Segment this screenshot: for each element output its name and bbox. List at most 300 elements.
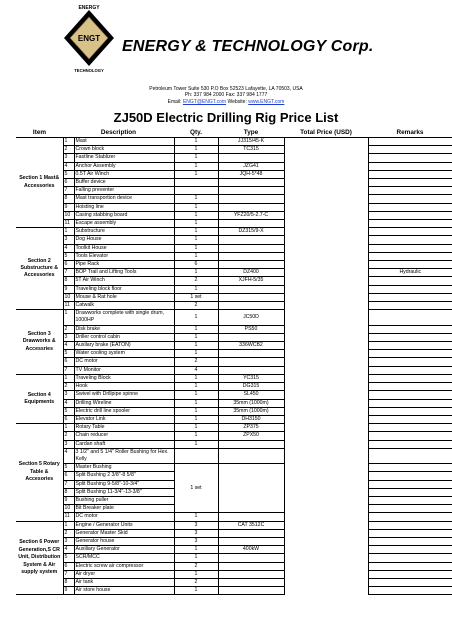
table-row [16,578,452,586]
item-description: Drawworks complete with single drum, 1000HP [74,310,174,325]
table-row [16,244,452,252]
email-label: Email: [167,99,182,105]
item-type: JJ315/45-K [218,138,284,146]
item-type [218,562,284,570]
item-qty: 1 [174,424,218,432]
item-description: Anchor Assembly [74,162,174,170]
table-row [16,342,452,350]
item-total-price [284,464,368,472]
item-remarks [368,228,452,236]
item-number: 7 [63,570,74,578]
item-total-price [284,570,368,578]
item-remarks [368,424,452,432]
item-type: XJFH-5/35 [218,277,284,285]
item-description: Disk brake [74,325,174,333]
item-remarks [368,432,452,440]
item-qty: 1 [174,546,218,554]
item-type: DH3150 [218,415,284,423]
item-remarks [368,179,452,187]
item-total-price [284,342,368,350]
section-label: Section 1 Mast& Accessories [16,138,63,228]
table-row [16,162,452,170]
item-number: 5 [63,350,74,358]
item-number: 3 [63,236,74,244]
item-total-price [284,170,368,178]
item-description: SCR/MCC [74,554,174,562]
item-type: PS50 [218,325,284,333]
item-description: Master Bushing [74,464,174,472]
item-qty: 1 set [174,293,218,301]
item-remarks [368,154,452,162]
item-total-price [284,187,368,195]
item-type [218,440,284,448]
item-number: 4 [63,546,74,554]
item-qty: 2 [174,277,218,285]
item-qty: 3 [174,529,218,537]
item-description: Bit Breaker plate [74,505,174,513]
item-type: JQH-5*48 [218,170,284,178]
item-description: Auxilary brake (EATON) [74,342,174,350]
item-number: 4 [63,448,74,463]
item-remarks [368,407,452,415]
item-type: ZPX50 [218,432,284,440]
item-qty: 1 [174,342,218,350]
table-row [16,302,452,310]
table-row [16,203,452,211]
item-total-price [284,220,368,228]
item-description: Split Bushing 11-3/4"-13-3/8" [74,488,174,496]
company-logo [58,4,120,72]
table-row [16,277,452,285]
item-remarks [368,195,452,203]
item-qty: 1 [174,310,218,325]
item-description: Water cooling system [74,350,174,358]
item-number: 1 [63,374,74,382]
item-total-price [284,203,368,211]
item-number: 1 [63,424,74,432]
item-type: SL450 [218,391,284,399]
item-type [218,244,284,252]
item-total-price [284,261,368,269]
item-total-price [284,448,368,463]
item-total-price [284,505,368,513]
item-description: Electric drill line spooler [74,407,174,415]
table-row [16,407,452,415]
item-total-price [284,587,368,595]
item-description: Dog House [74,236,174,244]
item-type [218,464,284,513]
table-row [16,440,452,448]
item-qty: 1 [174,415,218,423]
item-type [218,350,284,358]
item-type [218,187,284,195]
item-total-price [284,521,368,529]
logo-letters: ENGT [77,34,101,43]
item-description: Falling preventer [74,187,174,195]
item-qty: 1 [174,407,218,415]
item-qty: 1 [174,162,218,170]
item-qty: 1 [174,587,218,595]
table-row [16,562,452,570]
item-number: 8 [63,195,74,203]
table-row [16,350,452,358]
item-description: Engine / Generator Units [74,521,174,529]
item-type: TC315 [218,146,284,154]
item-number: 2 [63,325,74,333]
item-number: 7 [63,366,74,374]
item-total-price [284,179,368,187]
item-type: YC315 [218,374,284,382]
section-label: Section 6 Power Generation,S CR Unit, Distribution System & Air supply system [16,521,63,595]
item-total-price [284,578,368,586]
item-total-price [284,407,368,415]
section-label: Section 3 Drawworks & Accessries [16,310,63,375]
item-total-price [284,333,368,341]
col-type: Type [218,128,284,138]
item-type: DZ315/9-X [218,228,284,236]
item-remarks [368,244,452,252]
item-number: 6 [63,562,74,570]
table-row [16,285,452,293]
item-qty: 1 [174,391,218,399]
item-qty: 1 [174,252,218,260]
item-remarks [368,261,452,269]
item-remarks [368,391,452,399]
table-row [16,366,452,374]
item-type: DG315 [218,383,284,391]
item-qty: 1 [174,513,218,521]
item-total-price [284,244,368,252]
item-remarks: Hydraulic [368,269,452,277]
item-number: 9 [63,496,74,504]
item-total-price [284,162,368,170]
item-qty: 1 [174,211,218,219]
item-qty: 1 [174,154,218,162]
item-total-price [284,496,368,504]
table-row [16,587,452,595]
item-type [218,293,284,301]
item-total-price [284,252,368,260]
item-number: 6 [63,179,74,187]
item-number: 6 [63,358,74,366]
col-qty: Qty. [174,128,218,138]
item-number: 3 [63,391,74,399]
item-total-price [284,325,368,333]
item-qty: 1 [174,285,218,293]
table-row [16,333,452,341]
item-qty: 3 [174,521,218,529]
item-description: Mast transportion device [74,195,174,203]
item-qty: 1 set [174,464,218,513]
item-type [218,554,284,562]
item-type [218,570,284,578]
item-type [218,236,284,244]
item-number: 8 [63,578,74,586]
item-remarks [368,293,452,301]
item-description: Tools Elevator [74,252,174,260]
table-row [16,415,452,423]
item-description: Chain reducer [74,432,174,440]
company-address: Petroleum Tower Suite 530 P.O Box 52523 Lafayette, LA 70503, USA [149,86,303,92]
item-qty: 1 [174,350,218,358]
item-total-price [284,383,368,391]
website-label: Website: [227,99,247,105]
item-type [218,154,284,162]
table-row [16,269,452,277]
item-qty: 1 [174,195,218,203]
item-total-price [284,228,368,236]
table-row [16,236,452,244]
item-number: 9 [63,587,74,595]
item-qty: 1 [174,203,218,211]
item-qty: 1 [174,269,218,277]
col-item: Item [16,128,63,138]
item-type: CAT 3512C [218,521,284,529]
item-type: 35mm (1000m) [218,399,284,407]
item-number: 5 [63,554,74,562]
item-type [218,302,284,310]
item-description: Toolkit House [74,244,174,252]
logo-text-bottom: TECHNOLOGY [74,68,104,72]
item-number: 4 [63,399,74,407]
item-qty [174,448,218,463]
item-total-price [284,424,368,432]
item-qty: 1 [174,220,218,228]
item-remarks [368,342,452,350]
col-total-price: Total Price (USD) [284,128,368,138]
item-description: Elevator Link [74,415,174,423]
table-row [16,432,452,440]
item-type [218,448,284,463]
item-description: Swivel with Drillpipe spinne [74,391,174,399]
item-remarks [368,170,452,178]
item-remarks [368,480,452,488]
item-description: Crown block [74,146,174,154]
item-total-price [284,399,368,407]
table-row [16,179,452,187]
item-remarks [368,472,452,480]
page-title: ZJ50D Electric Drilling Rig Price List [113,110,339,125]
item-remarks [368,570,452,578]
item-qty: 3 [174,537,218,545]
item-qty: 1 [174,554,218,562]
item-qty: 1 [174,432,218,440]
item-qty: 1 [174,570,218,578]
table-row [16,546,452,554]
item-description: Mast [74,138,174,146]
item-type [218,366,284,374]
item-type [218,252,284,260]
table-row [16,391,452,399]
item-description: Buffer device [74,179,174,187]
item-qty: 1 [174,440,218,448]
item-remarks [368,464,452,472]
item-description: DC motor [74,513,174,521]
table-row [16,310,452,325]
item-total-price [284,358,368,366]
table-row [16,399,452,407]
item-qty: 2 [174,358,218,366]
item-total-price [284,432,368,440]
item-description: Generator house [74,537,174,545]
item-number: 6 [63,472,74,480]
item-description: Catwalk [74,302,174,310]
item-qty: 2 [174,302,218,310]
item-remarks [368,537,452,545]
item-total-price [284,440,368,448]
item-description: Split Bushing 9-5/8"-10-3/4" [74,480,174,488]
item-description: Mouse & Rat hole [74,293,174,301]
company-contact [0,99,452,105]
item-qty: 1 [174,236,218,244]
item-number: 10 [63,211,74,219]
item-type [218,358,284,366]
table-row [16,228,452,236]
item-type [218,203,284,211]
table-row [16,138,452,146]
item-total-price [284,415,368,423]
table-row [16,570,452,578]
item-remarks [368,277,452,285]
logo-text-top: ENERGY [78,5,100,11]
item-qty: 1 [174,228,218,236]
table-row [16,464,452,472]
item-description: 5T Air Winch [74,277,174,285]
table-row [16,195,452,203]
item-number: 9 [63,285,74,293]
item-description: Generator Master Skid [74,529,174,537]
item-type: DZ400 [218,269,284,277]
item-remarks [368,187,452,195]
item-description: Fastline Stablizer [74,154,174,162]
item-type [218,220,284,228]
table-row [16,146,452,154]
item-type: JZG41 [218,162,284,170]
item-number: 10 [63,293,74,301]
item-remarks [368,399,452,407]
table-row [16,383,452,391]
item-description: Traveling block floor [74,285,174,293]
item-qty: 1 [174,170,218,178]
table-row [16,537,452,545]
item-qty: 1 [174,399,218,407]
item-qty [174,187,218,195]
item-remarks [368,310,452,325]
item-description: Rotary Table [74,424,174,432]
item-type: 336WCB2 [218,342,284,350]
item-number: 1 [63,138,74,146]
table-row [16,529,452,537]
item-qty: 1 [174,333,218,341]
item-number: 3 [63,440,74,448]
item-remarks [368,415,452,423]
item-remarks [368,554,452,562]
item-remarks [368,220,452,228]
item-type [218,285,284,293]
item-total-price [284,546,368,554]
item-total-price [284,236,368,244]
item-type: ZP375 [218,424,284,432]
item-description: DC motor [74,358,174,366]
item-total-price [284,513,368,521]
item-qty: 1 [174,138,218,146]
item-remarks [368,521,452,529]
table-row [16,374,452,382]
company-name: ENERGY & TECHNOLOGY Corp. [122,38,374,55]
item-description: TV Monitor [74,366,174,374]
item-remarks [368,529,452,537]
table-row [16,220,452,228]
item-qty: 1 [174,383,218,391]
item-number: 8 [63,277,74,285]
item-remarks [368,146,452,154]
item-type [218,333,284,341]
item-number: 7 [63,187,74,195]
item-number: 3 [63,333,74,341]
website-link[interactable]: www.ENGT.com [248,99,285,105]
item-remarks [368,350,452,358]
item-total-price [284,302,368,310]
col-remarks: Remarks [368,128,452,138]
item-qty [174,179,218,187]
item-description: Auxiliary Generator [74,546,174,554]
item-qty: 1 [174,146,218,154]
item-type [218,261,284,269]
item-remarks [368,211,452,219]
item-description: 0.5T Air Winch [74,170,174,178]
item-description: Air dryer [74,570,174,578]
item-type [218,587,284,595]
item-number: 2 [63,383,74,391]
item-remarks [368,138,452,146]
item-remarks [368,587,452,595]
email-link[interactable]: ENGT@ENGT.com [182,99,227,105]
section-label: Section 4 Equipments [16,374,63,423]
item-type [218,513,284,521]
item-number: 5 [63,252,74,260]
table-row [16,261,452,269]
item-description: Traveling Block [74,374,174,382]
item-total-price [284,366,368,374]
item-qty: 6 [174,261,218,269]
item-remarks [368,513,452,521]
item-number: 1 [63,310,74,325]
table-row [16,424,452,432]
item-type [218,195,284,203]
item-remarks [368,333,452,341]
item-remarks [368,162,452,170]
item-remarks [368,440,452,448]
section-label: Section 5 Rotary Table & Accesories [16,424,63,521]
item-description: Hoisting line [74,203,174,211]
item-total-price [284,537,368,545]
item-remarks [368,496,452,504]
item-qty: 2 [174,562,218,570]
item-remarks [368,203,452,211]
item-total-price [284,350,368,358]
item-type [218,578,284,586]
item-remarks [368,383,452,391]
item-description: Bushing puller [74,496,174,504]
item-number: 11 [63,220,74,228]
item-total-price [284,211,368,219]
item-number: 11 [63,302,74,310]
item-total-price [284,529,368,537]
item-description: Hook [74,383,174,391]
table-row [16,170,452,178]
item-number: 4 [63,342,74,350]
section-label: Section 2 Substructure & Accessories [16,228,63,310]
